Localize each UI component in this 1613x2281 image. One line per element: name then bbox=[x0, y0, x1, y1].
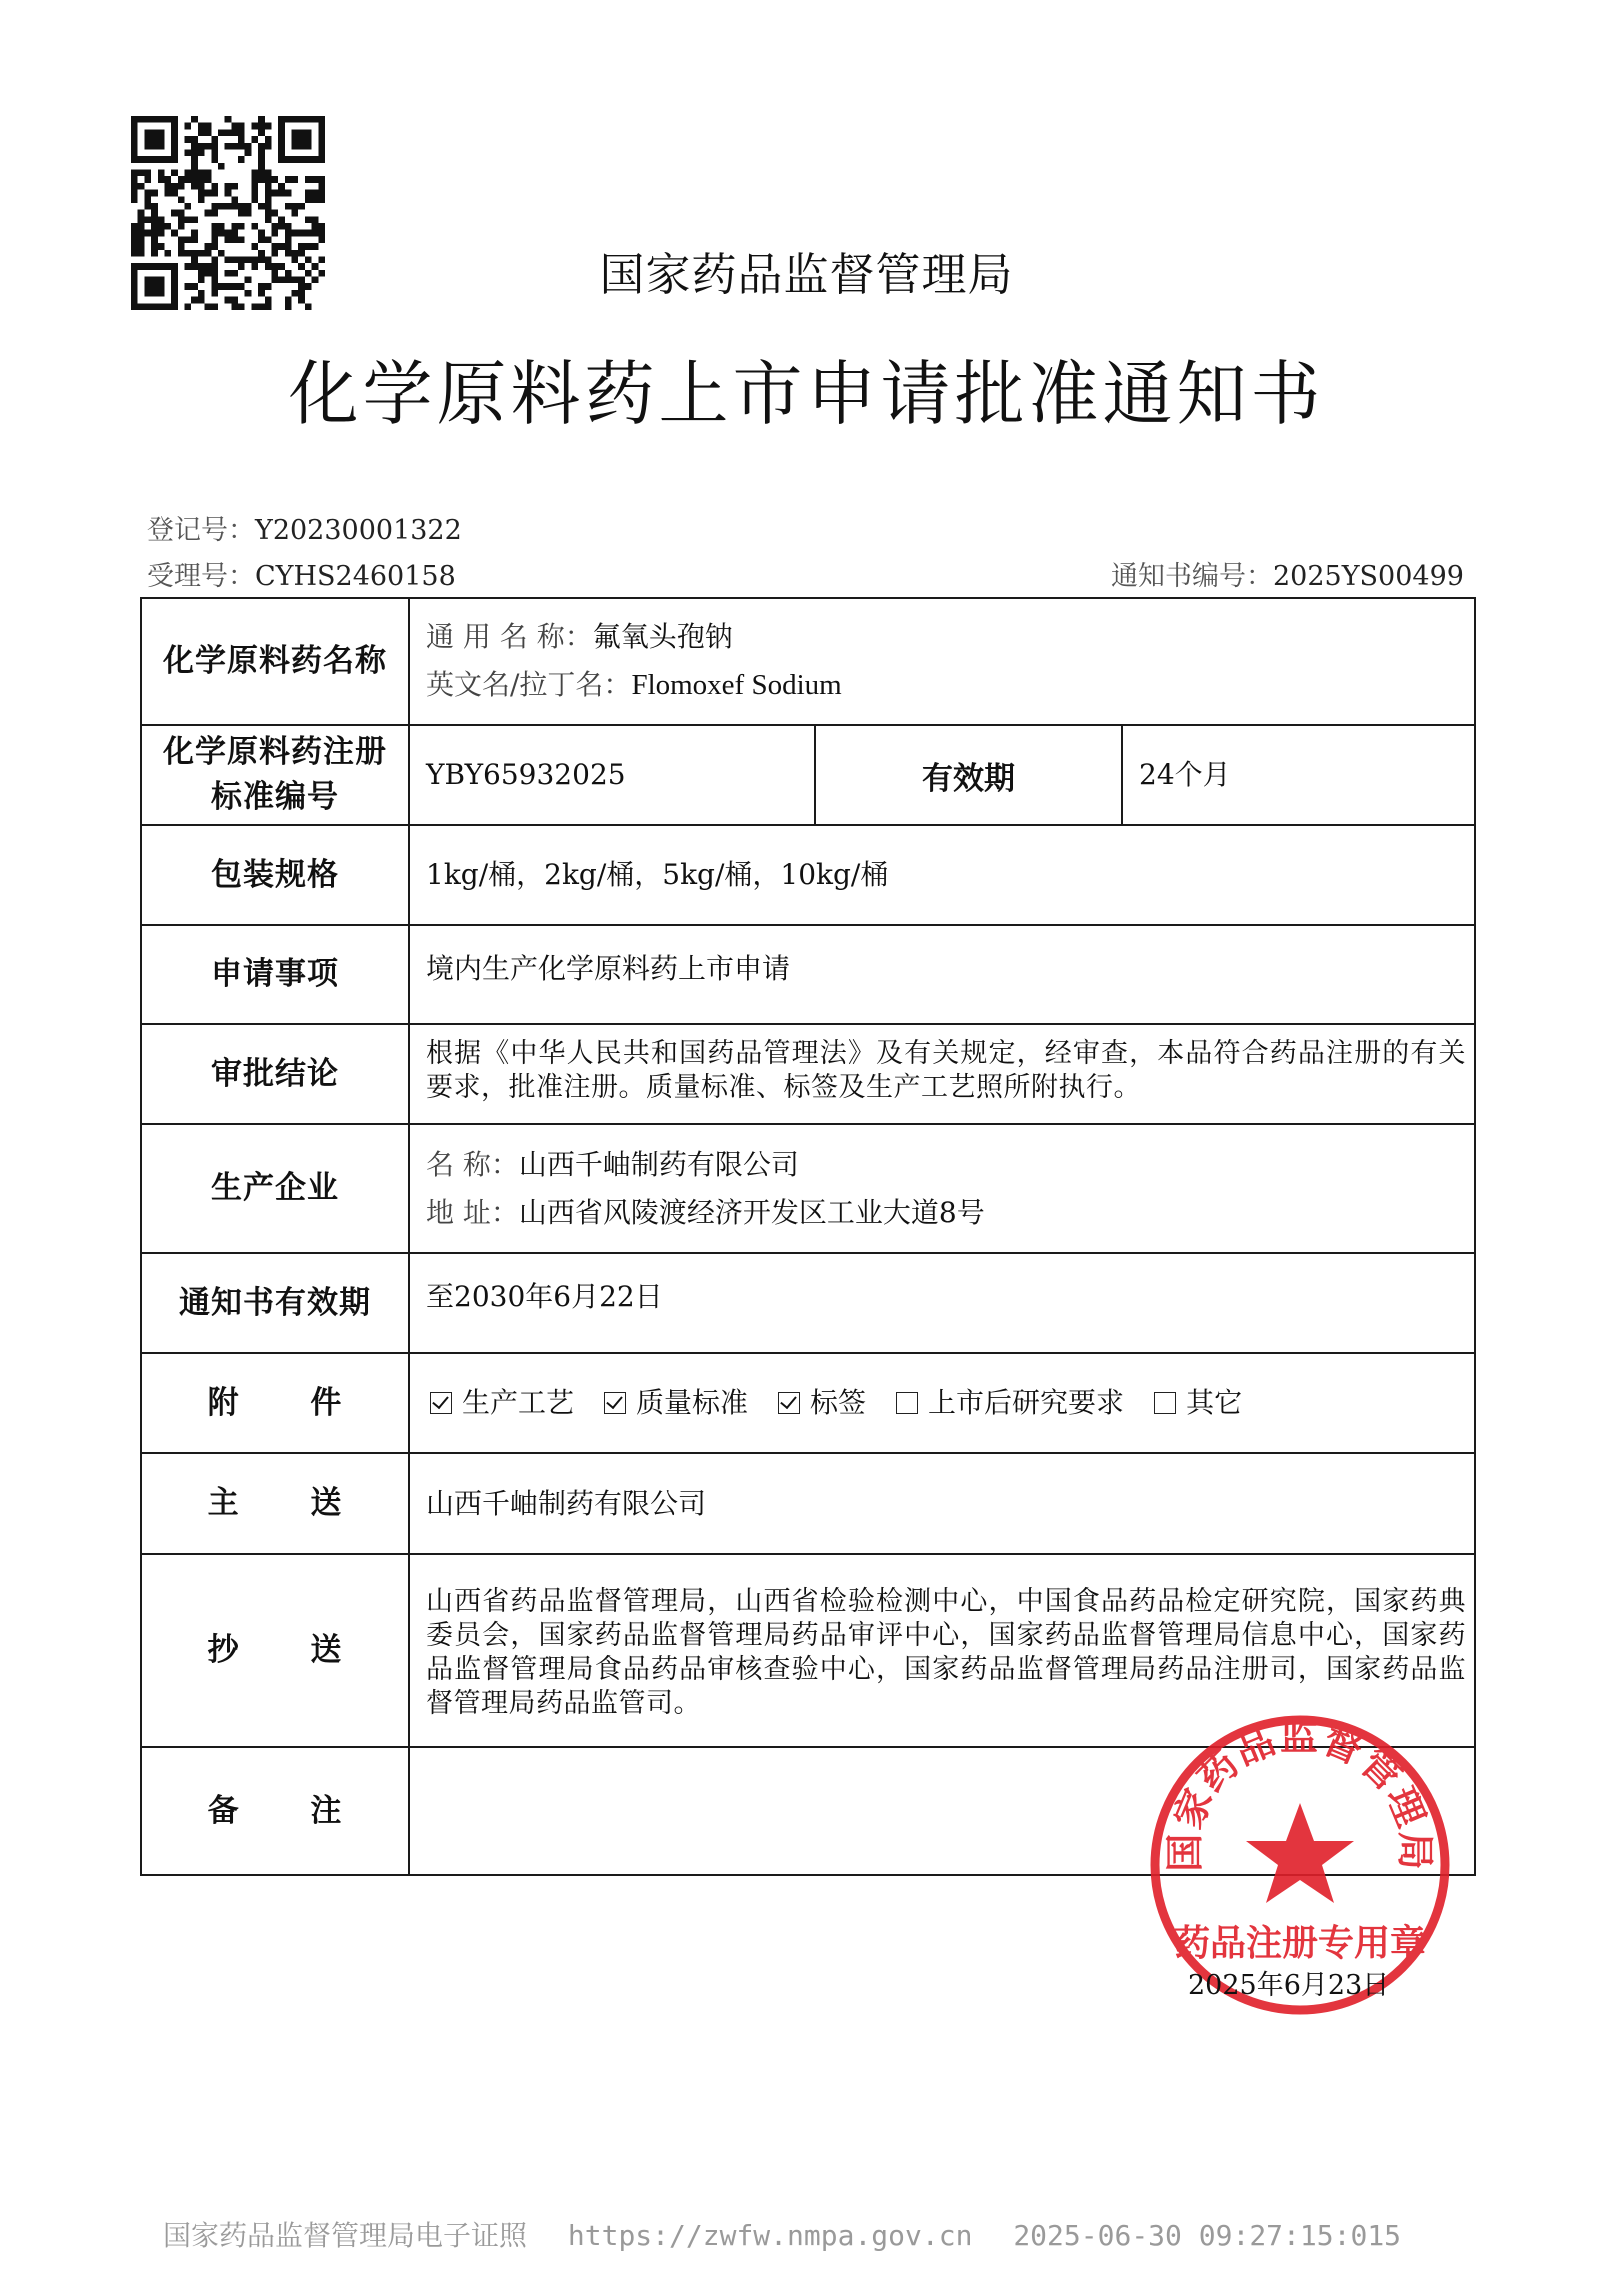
notice-validity-header: 通知书有效期 bbox=[141, 1253, 409, 1353]
row-conclusion bbox=[141, 1024, 1475, 1124]
manufacturer-address-value: 山西省风陵渡经济开发区工业大道8号 bbox=[518, 1195, 985, 1229]
application-value: 境内生产化学原料药上市申请 bbox=[409, 925, 1475, 1024]
document-title: 化学原料药上市申请批准通知书 bbox=[288, 353, 1325, 435]
checked-box-icon bbox=[430, 1392, 452, 1414]
attachment-label: 标签 bbox=[810, 1386, 867, 1419]
attachments-cell bbox=[409, 1353, 1475, 1453]
send-to-header: 主 送 bbox=[141, 1453, 409, 1554]
standard-header-line1: 化学原料药注册 bbox=[163, 734, 387, 771]
cc-value: 山西省药品监督管理局，山西省检验检测中心，中国食品药品检定研究院，国家药典委员会，国家药品监督管理局药品审评中心，国家药品监督管理局信息中心，国家药品监督管理局食品药品审核查验中心，国家药品监督管理局药品注册司，国家药品监督管理局药品监管司。 bbox=[426, 1586, 1466, 1719]
send-to-value: 山西千岫制药有限公司 bbox=[409, 1453, 1475, 1554]
row-application bbox=[141, 925, 1475, 1024]
attachment-item bbox=[600, 1386, 748, 1419]
validity-header: 有效期 bbox=[815, 725, 1122, 825]
unchecked-box-icon bbox=[1154, 1392, 1176, 1414]
generic-name-label: 通 用 名 称： bbox=[426, 619, 593, 653]
row-manufacturer bbox=[141, 1124, 1475, 1253]
row-drug-name bbox=[141, 598, 1475, 725]
manufacturer-cell bbox=[409, 1124, 1475, 1253]
footer bbox=[163, 2214, 1401, 2254]
packaging-value: 1kg/桶，2kg/桶，5kg/桶，10kg/桶 bbox=[409, 825, 1475, 925]
notice-validity-value: 至2030年6月22日 bbox=[409, 1253, 1475, 1353]
footer-name: 国家药品监督管理局电子证照 bbox=[163, 2219, 528, 2252]
registration-number bbox=[147, 508, 462, 547]
issue-date: 2025年6月23日 bbox=[1188, 1970, 1390, 2001]
notice-number-label: 通知书编号： bbox=[1111, 561, 1273, 592]
standard-header-line2: 标准编号 bbox=[211, 779, 339, 815]
drug-name-header: 化学原料药名称 bbox=[141, 598, 409, 725]
drug-name-cell bbox=[409, 598, 1475, 725]
footer-url[interactable]: https://zwfw.nmpa.gov.cn bbox=[567, 2219, 973, 2252]
row-standard bbox=[141, 725, 1475, 825]
registration-value: Y20230001322 bbox=[255, 515, 462, 546]
attachments-header: 附 件 bbox=[141, 1353, 409, 1453]
attachment-item bbox=[892, 1386, 1124, 1419]
conclusion-value: 根据《中华人民共和国药品管理法》及有关规定，经审查，本品符合药品注册的有关要求，批准注册。质量标准、标签及生产工艺照所附执行。 bbox=[426, 1038, 1466, 1103]
manufacturer-name-label: 名 称： bbox=[426, 1147, 519, 1181]
notice-number-value: 2025YS00499 bbox=[1273, 561, 1464, 592]
cc-header: 抄 送 bbox=[141, 1554, 409, 1747]
english-name-value: Flomoxef Sodium bbox=[631, 668, 842, 701]
registration-label: 登记号： bbox=[147, 515, 255, 546]
packaging-header: 包装规格 bbox=[141, 825, 409, 925]
acceptance-label: 受理号： bbox=[147, 561, 255, 592]
acceptance-number bbox=[147, 554, 456, 593]
row-notice-validity bbox=[141, 1253, 1475, 1353]
row-attachments bbox=[141, 1353, 1475, 1453]
acceptance-value: CYHS2460158 bbox=[255, 561, 456, 592]
manufacturer-header: 生产企业 bbox=[141, 1124, 409, 1253]
generic-name-value: 氟氧头孢钠 bbox=[592, 619, 733, 653]
standard-header bbox=[141, 725, 409, 825]
notice-number bbox=[1111, 554, 1464, 593]
attachment-item bbox=[426, 1386, 574, 1419]
validity-value: 24个月 bbox=[1122, 725, 1475, 825]
footer-timestamp: 2025-06-30 09:27:15:015 bbox=[1013, 2219, 1402, 2252]
conclusion-header: 审批结论 bbox=[141, 1024, 409, 1124]
approval-table bbox=[140, 597, 1476, 1876]
seal-inner-text: 药品注册专用章 bbox=[1173, 1923, 1427, 1964]
seal-star-icon bbox=[1246, 1803, 1354, 1903]
seal-outer-text: 国家药品监督管理局 bbox=[1162, 1714, 1438, 1872]
attachments-list bbox=[426, 1386, 1268, 1419]
conclusion-cell bbox=[409, 1024, 1475, 1124]
manufacturer-name-value: 山西千岫制药有限公司 bbox=[518, 1147, 799, 1181]
checked-box-icon bbox=[778, 1392, 800, 1414]
attachment-label: 生产工艺 bbox=[462, 1386, 575, 1419]
checked-box-icon bbox=[604, 1392, 626, 1414]
unchecked-box-icon bbox=[896, 1392, 918, 1414]
remarks-header: 备 注 bbox=[141, 1747, 409, 1875]
attachment-item bbox=[1150, 1386, 1242, 1419]
attachment-label: 其它 bbox=[1186, 1386, 1243, 1419]
attachment-label: 上市后研究要求 bbox=[928, 1386, 1125, 1419]
issuer-name: 国家药品监督管理局 bbox=[599, 248, 1014, 301]
attachment-item bbox=[774, 1386, 866, 1419]
application-header: 申请事项 bbox=[141, 925, 409, 1024]
manufacturer-address-label: 地 址： bbox=[426, 1195, 519, 1229]
attachment-label: 质量标准 bbox=[636, 1386, 749, 1419]
english-name-label: 英文名/拉丁名： bbox=[426, 667, 632, 701]
standard-value: YBY65932025 bbox=[409, 725, 815, 825]
row-send-to bbox=[141, 1453, 1475, 1554]
row-packaging bbox=[141, 825, 1475, 925]
